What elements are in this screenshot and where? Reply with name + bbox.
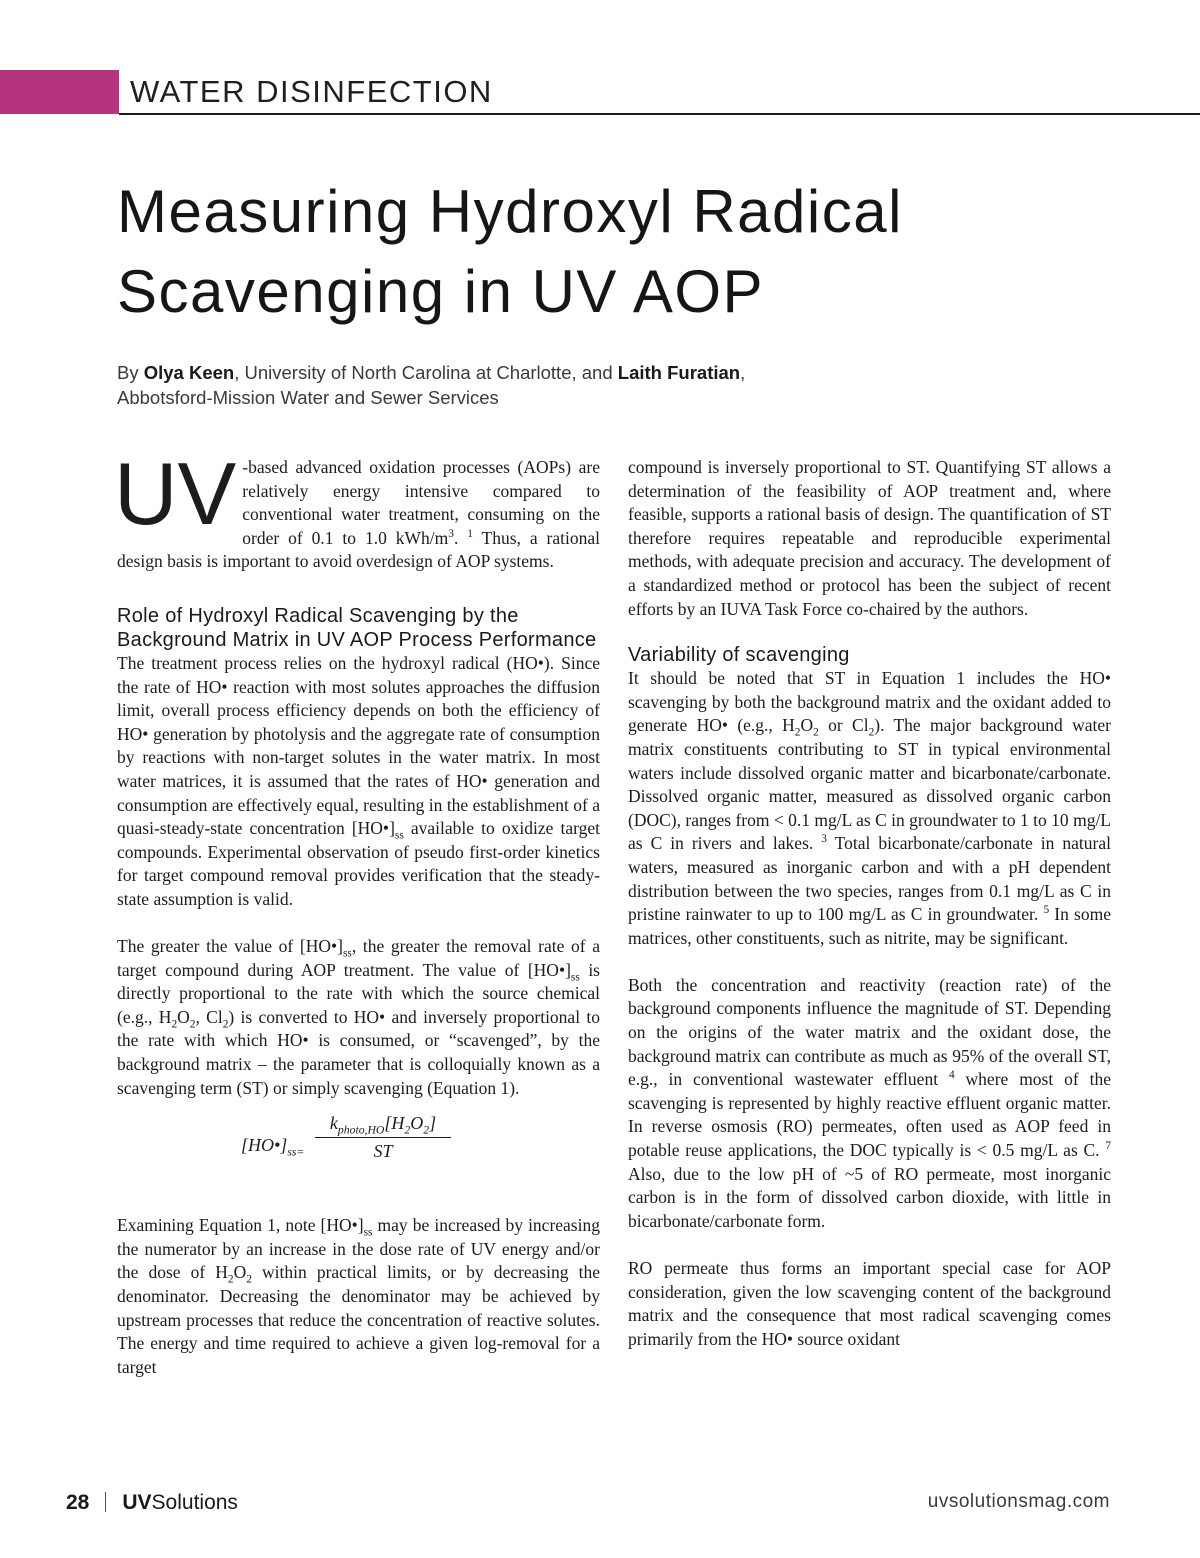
section-rule [119, 113, 1200, 115]
affiliation-1: , University of North Carolina at Charlotte, and [234, 362, 618, 383]
left-column [114, 444, 601, 1379]
drop-cap: UV [114, 444, 237, 543]
author-2: Laith Furatian [617, 362, 741, 383]
body-paragraph: It should be noted that ST in Equation 1 includes the HO• scavenging by both the background matrix and the oxidant added to generate HO• (e.g., $H_2O_2$ or $Cl_2$). The major background water matrix constituents contributing to ST in typical environmental waters include dissolved organic matter and bicarbonate/carbonate. Dissolved organic matter, measured as dissolved organic carbon (DOC), ranges from < 0.1 mg/L as C in groundwater to 1 to 10 mg/L as C in rivers and lakes. $^3$ Total bicarbonate/carbonate in natural waters, measured as inorganic carbon and with a pH dependent distribution between the two species, ranges from 0.1 mg/L as C in pristine rainwater to up to 100 mg/L as C in groundwater. $^5$ In some matrices, other constituents, such as nitrite, may be significant. [628, 668, 1111, 948]
page-number: 28 [66, 1491, 90, 1514]
title-line-1: Measuring Hydroxyl Radical [117, 178, 903, 245]
author-1: Olya Keen [143, 362, 235, 383]
intro-paragraph: UV -based advanced oxidation processes (AOPs) are relatively energy intensive compared to conventional water treatment, consuming on the order of 0.1 to 1.0 kWh/$m^3$. $^1$ Thus, a rational design basis is important to avoid overdesign of AOP systems. [114, 444, 600, 572]
reference-1: 1 [467, 527, 473, 540]
title-line-2: Scavenging in UV AOP [117, 258, 765, 325]
article-title [117, 172, 1117, 332]
equation-fraction [315, 1112, 451, 1163]
equation-lhs: $[HO•]_{ss=}$ [241, 1135, 305, 1159]
footer-left [66, 1491, 238, 1515]
body-paragraph: The treatment process relies on the hydroxyl radical (HO•). Since the rate of HO• reaction with most solutes approaches the diffusion limit, overall process efficiency depends on both the efficiency of HO• generation by photolysis and the aggregate rate of consumption by reactions with non-target solutes in the water matrix. In most water matrices, it is assumed that the rates of HO• generation and consumption are effectively equal, resulting in the establishment of a quasi-steady-state concentration $[HO•]_{ss}$ available to oxidize target compounds. Experimental observation of pseudo first-order kinetics for target compound removal provides verification that the steady-state assumption is valid. [117, 652, 601, 909]
subheading-role-of-scavenging: Role of Hydroxyl Radical Scavenging by the Background Matrix in UV AOP Process Performance [117, 604, 597, 651]
brand-uv: UV [122, 1491, 152, 1514]
body-paragraph: The greater the value of $[HO•]_{ss}$, the greater the removal rate of a target compound during AOP treatment. The value of $[HO•]_{ss}$ is directly proportional to the rate with which the source chemical (e.g., $H_2O_2$, $Cl_2$) is converted to HO• and inversely proportional to the rate with which HO• is consumed, or “scavenged”, by the background matrix – the parameter that is colloquially known as a scavenging term (ST) or simply scavenging (Equation 1). [117, 936, 600, 1098]
section-label: WATER DISINFECTION [130, 74, 493, 109]
reference-4: 4 [948, 1069, 955, 1082]
footer-divider [105, 1492, 106, 1512]
byline [117, 360, 1017, 410]
section-color-band [0, 70, 119, 114]
body-paragraph: Both the concentration and reactivity (reaction rate) of the background components influence the magnitude of ST. Depending on the origins of the water matrix and the oxidant dose, the background matrix can contribute as much as 95% of the overall ST, e.g., in conventional wastewater effluent $^4$ where most of the scavenging is represented by highly reactive effluent organic matter. In reverse osmosis (RO) permeates, often used as AOP feed in potable reuse applications, the DOC typically is < 0.5 mg/L as C. $^7$ Also, due to the low pH of ~5 of RO permeate, most inorganic carbon is in the form of dissolved carbon dioxide, with little in bicarbonate/carbonate form. [628, 974, 1111, 1231]
footer-website: uvsolutionsmag.com [927, 1491, 1110, 1512]
body-paragraph: compound is inversely proportional to ST. Quantifying ST allows a determination of the feasibility of AOP treatment and, where feasible, supports a rational basis of design. The quantification of ST therefore requires repeatable and reproducible experimental methods, with adequate precision and accuracy. The development of a standardized method or protocol has been the subject of recent efforts by an IUVA Task Force co-chaired by the authors. [628, 457, 1111, 619]
reference-3: 3 [821, 833, 827, 846]
reference-5: 5 [1043, 904, 1050, 917]
subheading-variability: Variability of scavenging [628, 644, 850, 667]
affiliation-2-line: Abbotsford-Mission Water and Sewer Services [117, 387, 499, 408]
brand-solutions: Solutions [151, 1491, 238, 1514]
byline-prefix: By [117, 362, 144, 383]
reference-7: 7 [1105, 1140, 1111, 1153]
equation-numerator: $k_{photo,HO}[H_2O_2]$ [315, 1112, 451, 1138]
affiliation-2: , [740, 362, 746, 383]
body-paragraph: Examining Equation 1, note $[HO•]_{ss}$ may be increased by increasing the numerator by an increase in the dose rate of UV energy and/or the dose of $H_2O_2$ within practical limits, or by decreasing the denominator. Decreasing the denominator may be achieved by upstream processes that reduce the concentration of reactive solutes. The energy and time required to achieve a given log-removal for a target [117, 1215, 600, 1377]
equation-1 [117, 1113, 600, 1188]
equation-denominator: ST [373, 1140, 393, 1161]
right-column [628, 456, 1111, 1351]
body-paragraph: RO permeate thus forms an important special case for AOP consideration, given the low scavenging content of the background matrix and the consequence that most radical scavenging comes primarily from the HO• source oxidant [628, 1258, 1111, 1349]
